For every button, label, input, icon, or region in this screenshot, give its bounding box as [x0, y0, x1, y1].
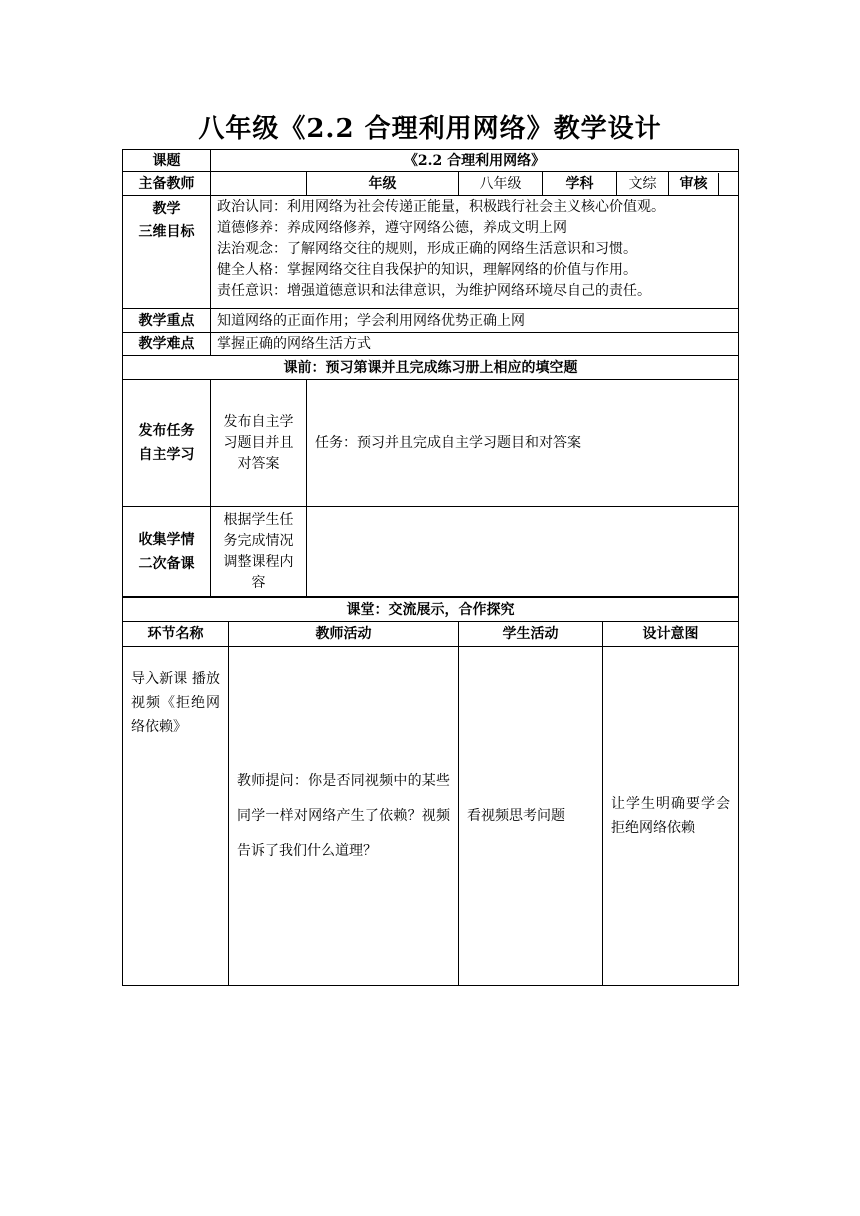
col-student: 学生活动 — [459, 622, 603, 647]
student-activity: 看视频思考问题 — [459, 647, 603, 986]
subject-label: 学科 — [543, 172, 617, 196]
task-middle: 发布自主学习题目并且对答案 — [211, 380, 307, 507]
review-value — [719, 173, 738, 195]
teacher-value — [211, 172, 307, 196]
collect-middle: 根据学生任务完成情况调整课程内容 — [211, 507, 307, 597]
difficulty-value: 掌握正确的网络生活方式 — [211, 333, 739, 356]
goal-item: 责任意识：增强道德意识和法律意识，为维护网络环境尽自己的责任。 — [217, 283, 651, 299]
key-point-value: 知道网络的正面作用；学会利用网络优势正确上网 — [211, 309, 739, 333]
lesson-info-table — [122, 149, 739, 597]
pre-class-header: 课前：预习第课并且完成练习册上相应的填空题 — [123, 356, 739, 380]
collect-content — [307, 507, 739, 597]
collect-label: 收集学情 二次备课 — [123, 507, 211, 597]
key-point-label: 教学重点 — [123, 309, 211, 333]
teacher-label: 主备教师 — [123, 172, 211, 196]
teacher-activity: 教师提问：你是否同视频中的某些同学一样对网络产生了依赖？视频告诉了我们什么道理？ — [229, 647, 459, 986]
subject-value: 文综 — [617, 172, 669, 196]
goals-list — [211, 196, 739, 309]
difficulty-label: 教学难点 — [123, 333, 211, 356]
topic-value: 《2.2 合理利用网络》 — [211, 150, 739, 172]
in-class-table — [122, 597, 739, 986]
col-stage: 环节名称 — [123, 622, 229, 647]
task-content: 任务：预习并且完成自主学习题目和对答案 — [307, 380, 739, 507]
task-label: 发布任务 自主学习 — [123, 380, 211, 507]
in-class-header: 课堂：交流展示，合作探究 — [123, 598, 739, 622]
grade-label: 年级 — [307, 172, 459, 196]
stage-cell: 导入新课 播放视频《拒绝网络依赖》 — [123, 647, 229, 986]
goal-item: 政治认同：利用网络为社会传递正能量，积极践行社会主义核心价值观。 — [217, 199, 665, 215]
col-intent: 设计意图 — [603, 622, 739, 647]
goal-item: 法治观念：了解网络交往的规则，形成正确的网络生活意识和习惯。 — [217, 241, 637, 257]
review-label: 审核 — [669, 173, 719, 195]
col-teacher: 教师活动 — [229, 622, 459, 647]
goals-label: 教学 三维目标 — [123, 196, 211, 309]
page-title: 八年级《2.2 合理利用网络》教学设计 — [198, 114, 662, 144]
topic-label: 课题 — [123, 150, 211, 172]
grade-value: 八年级 — [459, 172, 543, 196]
design-intent: 让学生明确要学会拒绝网络依赖 — [603, 647, 739, 986]
goal-item: 健全人格：掌握网络交往自我保护的知识，理解网络的价值与作用。 — [217, 262, 637, 278]
review-cell — [669, 172, 739, 196]
goal-item: 道德修养：养成网络修养，遵守网络公德，养成文明上网 — [217, 220, 567, 236]
